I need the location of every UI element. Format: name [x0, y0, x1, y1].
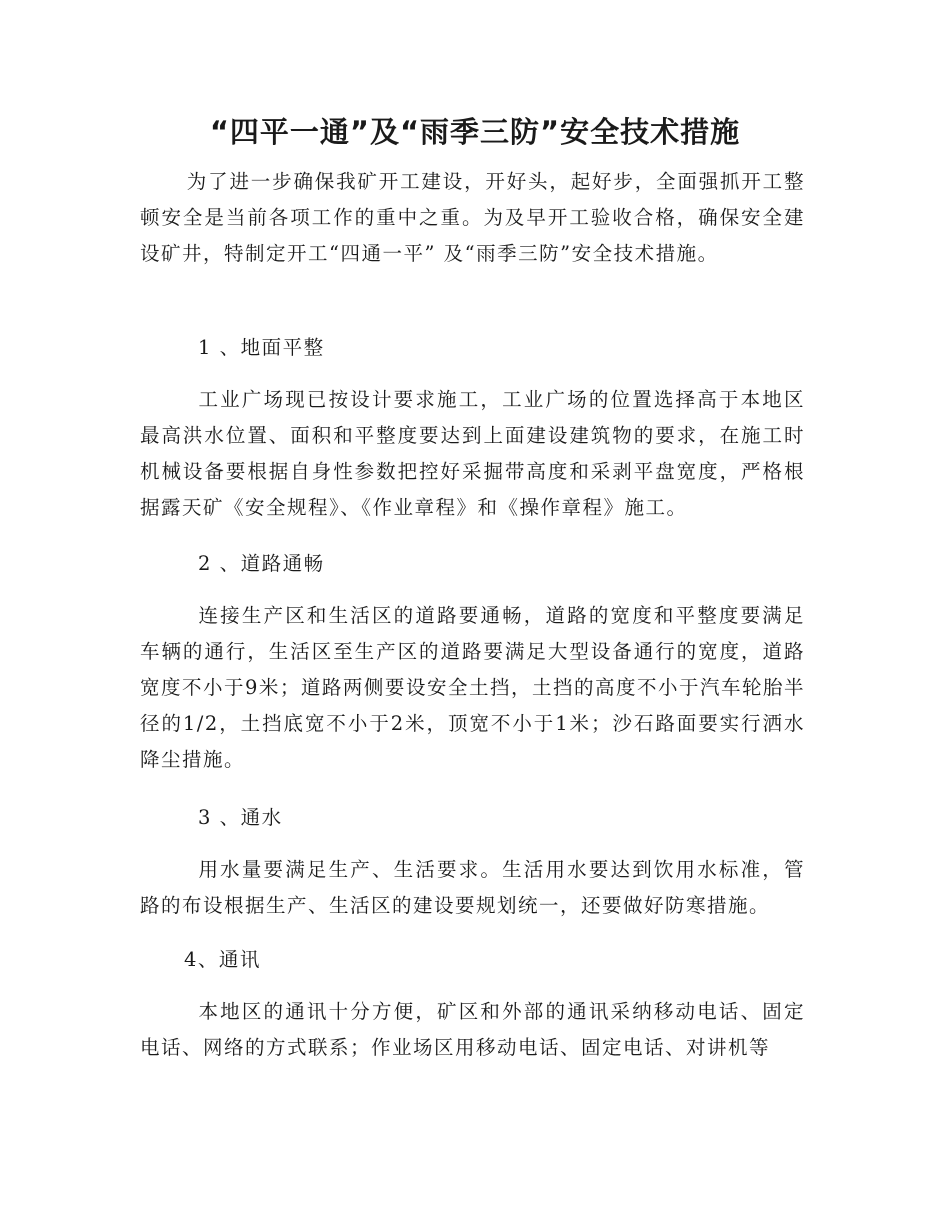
section-body-communication: 本地区的通讯十分方便，矿区和外部的通讯采纳移动电话、固定电话、网络的方式联系；作业场区用移动电话、固定电话、对讲机等 [140, 1000, 805, 1059]
section-body-water-supply: 用水量要满足生产、生活要求。生活用水要达到饮用水标准，管路的布设根据生产、生活区的建设要规划统一，还要做好防寒措施。 [140, 858, 805, 917]
section-heading-road-access: 2 、道路通畅 [198, 552, 325, 575]
section-heading-ground-leveling: 1 、地面平整 [198, 336, 325, 359]
section-heading-communication: 4、通讯 [184, 948, 261, 971]
document-title: “四平一通”及“雨季三防”安全技术措施 [209, 115, 741, 149]
section-heading-water-supply: 3 、通水 [198, 806, 283, 829]
section-body-road-access: 连接生产区和生活区的道路要通畅，道路的宽度和平整度要满足车辆的通行，生活区至生产区的道路要满足大型设备通行的宽度，道路宽度不小于9米；道路两侧要设安全土挡，土挡的高度不小于汽车轮胎半径的1/2，土挡底宽不小于2米，顶宽不小于1米；沙石路面要实行洒水降尘措施。 [140, 604, 805, 771]
section-body-ground-leveling: 工业广场现已按设计要求施工，工业广场的位置选择高于本地区最高洪水位置、面积和平整度要达到上面建设建筑物的要求，在施工时机械设备要根据自身性参数把控好采掘带高度和采剥平盘宽度，严格根据露天矿《安全规程》、《作业章程》和《操作章程》施工。 [140, 388, 805, 519]
intro-paragraph: 为了进一步确保我矿开工建设，开好头，起好步，全面强抓开工整顿安全是当前各项工作的重中之重。为及早开工验收合格，确保安全建设矿井，特制定开工“四通一平” 及“雨季三防”安全技术措施。 [140, 170, 805, 265]
